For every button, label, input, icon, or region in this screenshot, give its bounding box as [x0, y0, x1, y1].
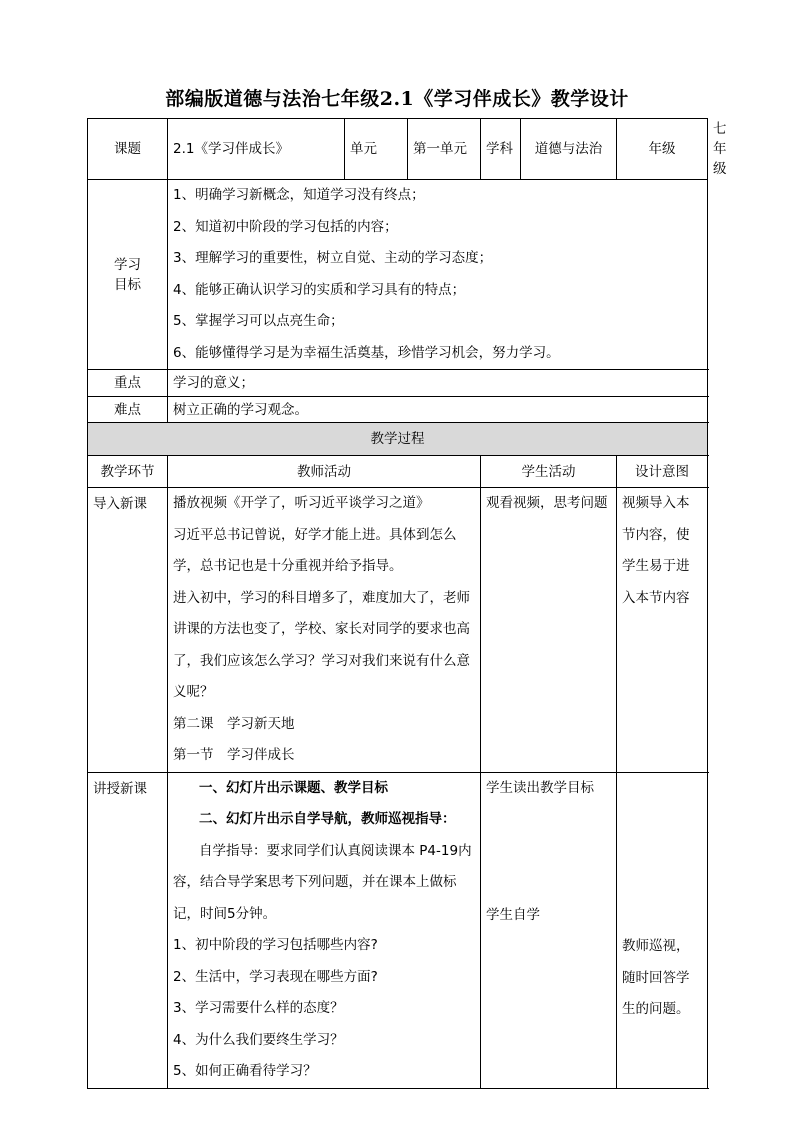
process-band-row — [88, 423, 708, 456]
course-label: 课题 — [88, 119, 168, 180]
objectives-label-line2: 目标 — [114, 276, 141, 293]
objectives-row — [88, 180, 708, 370]
lecture-question: 1、初中阶段的学习包括哪些内容? — [173, 937, 378, 953]
lecture-question: 4、为什么我们要终生学习？ — [173, 1031, 344, 1048]
subject-label: 学科 — [481, 119, 521, 180]
spacer — [622, 773, 702, 932]
difficulty-row — [88, 397, 708, 423]
lecture-question: 2、生活中，学习表现在哪些方面? — [173, 968, 378, 985]
lesson-plan-table — [87, 118, 727, 1089]
lecture-step-1: 一、幻灯片出示课题、教学目标 — [199, 779, 388, 796]
intro-row — [88, 488, 708, 773]
key-point-row — [88, 370, 708, 397]
lecture-student-2: 学生自学 — [486, 906, 541, 923]
spacer — [486, 804, 611, 900]
process-header-row — [88, 456, 708, 488]
intro-teacher — [168, 488, 481, 773]
objective-item: 4、能够正确认识学习的实质和学习具有的特点； — [173, 281, 466, 298]
intro-teacher-line: 第一节 学习伴成长 — [173, 747, 295, 763]
objective-item: 6、能够懂得学习是为幸福生活奠基，珍惜学习机会，努力学习。 — [173, 344, 560, 361]
difficulty-label: 难点 — [88, 397, 168, 423]
unit-value: 第一单元 — [408, 119, 481, 180]
objectives-label — [88, 180, 168, 370]
intro-teacher-line: 播放视频《开学了，听习近平谈学习之道》 — [173, 495, 430, 511]
key-point-label: 重点 — [88, 370, 168, 397]
lecture-guide: 自学指导：要求同学们认真阅读课本 P4-19内容，结合导学案思考下列问题，并在课本上做标记，时间5分钟。 — [173, 842, 472, 922]
unit-label: 单元 — [345, 119, 408, 180]
lecture-question: 3、学习需要什么样的态度？ — [173, 1000, 344, 1016]
intro-teacher-line: 进入初中，学习的科目增多了，难度加大了，老师讲课的方法也变了，学校、家长对同学的要求也高了，我们应该怎么学习？学习对我们来说有什么意义呢？ — [173, 589, 470, 700]
intro-teacher-line: 第二课 学习新天地 — [173, 715, 295, 732]
difficulty-value: 树立正确的学习观念。 — [168, 397, 708, 423]
lecture-step-2: 二、幻灯片出示自学导航，教师巡视指导： — [199, 811, 456, 827]
objective-item: 1、明确学习新概念，知道学习没有终点； — [173, 187, 425, 203]
objectives-list — [168, 180, 708, 370]
subject-value: 道德与法治 — [521, 119, 617, 180]
header-student: 学生活动 — [481, 456, 617, 488]
intro-student: 观看视频，思考问题 — [481, 488, 617, 773]
lecture-student — [481, 772, 617, 1088]
page-title: 部编版道德与法治七年级2.1《学习伴成长》教学设计 — [165, 88, 629, 110]
intro-teacher-line: 习近平总书记曾说，好学才能上进。具体到怎么学，总书记也是十分重视并给予指导。 — [173, 526, 457, 574]
header-stage: 教学环节 — [88, 456, 168, 488]
grade-label: 年级 — [617, 119, 708, 180]
lecture-intent-2: 教师巡视，随时回答学生的问题。 — [622, 938, 690, 1017]
key-point-value: 学习的意义； — [168, 370, 708, 397]
lecture-stage: 讲授新课 — [88, 772, 168, 1088]
lecture-row — [88, 772, 708, 1088]
header-row: 课题 2.1《学习伴成长》 单元 第一单元 学科 道德与法治 年级 七年级 — [88, 119, 708, 180]
objectives-label-line1: 学习 — [114, 256, 141, 273]
course-value: 2.1《学习伴成长》 — [168, 119, 345, 180]
objective-item: 3、理解学习的重要性，树立自觉、主动的学习态度； — [173, 250, 493, 266]
process-band: 教学过程 — [88, 423, 708, 456]
header-teacher: 教师活动 — [168, 456, 481, 488]
intro-stage: 导入新课 — [88, 488, 168, 773]
lecture-student-1: 学生读出教学目标 — [486, 779, 595, 796]
lecture-teacher — [168, 772, 481, 1088]
lecture-question: 5、如何正确看待学习？ — [173, 1063, 317, 1079]
objective-item: 2、知道初中阶段的学习包括的内容； — [173, 218, 398, 235]
lecture-intent — [617, 772, 708, 1088]
objective-item: 5、掌握学习可以点亮生命； — [173, 313, 344, 329]
intro-intent: 视频导入本节内容，使学生易于进入本节内容 — [617, 488, 708, 773]
header-intent: 设计意图 — [617, 456, 708, 488]
